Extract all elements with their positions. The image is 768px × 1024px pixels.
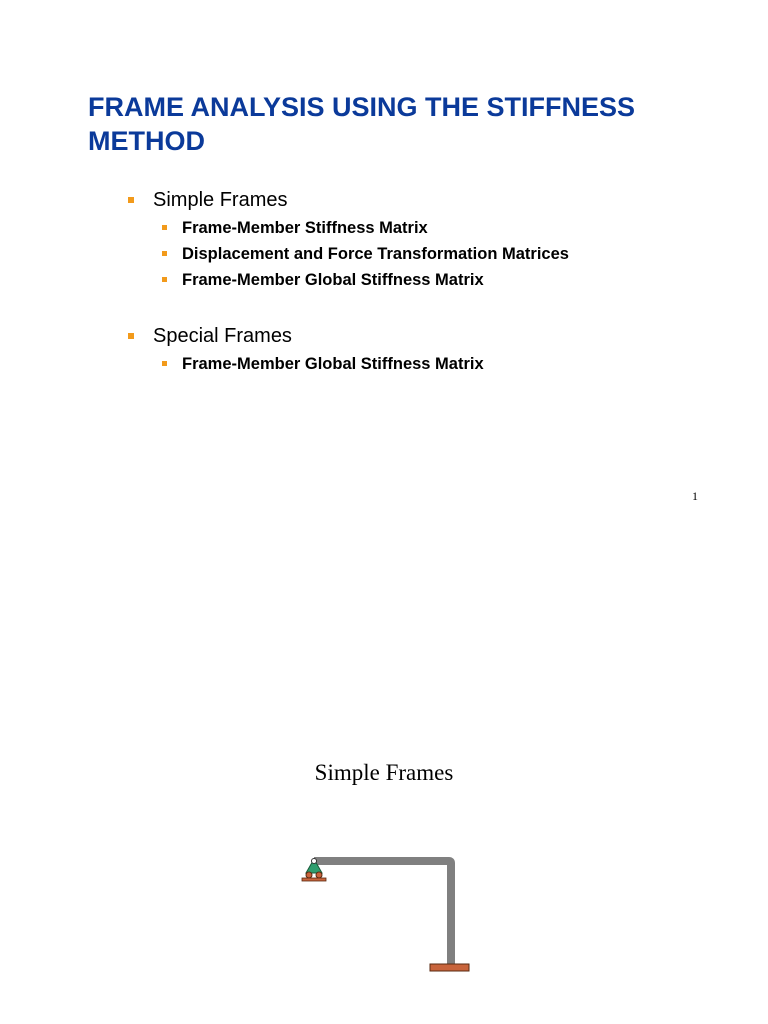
page-number: 1 [692,489,698,503]
slide-title: FRAME ANALYSIS USING THE STIFFNESS METHOD [88,92,636,156]
frame-member [314,861,451,964]
outline-item-label: Simple Frames [153,189,288,211]
frame-diagram [290,840,490,980]
fixed-support [430,964,469,971]
outline-subitem-label: Displacement and Force Transformation Matrices [182,245,569,263]
outline-subitem-label: Frame-Member Global Stiffness Matrix [182,271,484,289]
outline-subitem-label: Frame-Member Global Stiffness Matrix [182,355,484,373]
square-bullet-icon [162,251,167,256]
square-bullet-icon [162,225,167,230]
square-bullet-icon [128,333,134,339]
outline-subitem-label: Frame-Member Stiffness Matrix [182,219,428,237]
square-bullet-icon [162,361,167,366]
outline-item-label: Special Frames [153,325,292,347]
square-bullet-icon [128,197,134,203]
frame-heading: Simple Frames [314,760,454,785]
square-bullet-icon [162,277,167,282]
